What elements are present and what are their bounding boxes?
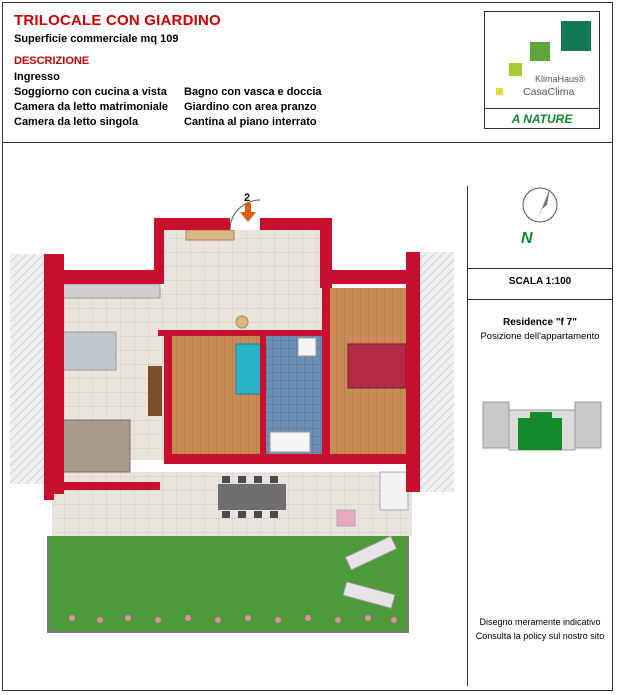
logo-klimahaus-text: KlimaHaus® bbox=[535, 74, 586, 84]
side-divider-1 bbox=[468, 268, 612, 269]
outdoor-armchair bbox=[337, 510, 355, 526]
dining-table bbox=[218, 484, 286, 510]
description-item: Giardino con area pranzo bbox=[184, 101, 317, 113]
entrance-floor bbox=[164, 230, 322, 330]
neighbour-wall-left bbox=[10, 254, 44, 484]
description-item: Camera da letto matrimoniale bbox=[14, 101, 169, 113]
compass-needle bbox=[537, 188, 550, 221]
description-item: Camera da letto singola bbox=[14, 116, 139, 128]
casaclima-logo bbox=[484, 11, 600, 129]
tv-cabinet bbox=[148, 366, 162, 416]
entrance-table bbox=[236, 316, 248, 328]
building-block-left bbox=[483, 402, 509, 448]
description-item: Ingresso bbox=[14, 71, 60, 83]
scale-label: SCALA 1:100 bbox=[508, 276, 572, 287]
compass-north-label: N bbox=[521, 230, 533, 247]
neighbour-wall-right bbox=[420, 252, 454, 492]
description-item: Soggiorno con cucina a vista bbox=[14, 86, 167, 98]
apartment-highlight bbox=[518, 418, 562, 450]
position-label: Posizione dell'appartamento bbox=[480, 331, 600, 342]
side-panel-divider bbox=[467, 186, 468, 686]
logo-square-dark bbox=[561, 21, 591, 51]
entrance-cabinet bbox=[186, 230, 234, 240]
logo-square-yellow bbox=[496, 88, 503, 95]
logo-divider bbox=[485, 108, 599, 109]
entrance-number: 2 bbox=[244, 192, 251, 204]
page-title: TRILOCALE CON GIARDINO bbox=[14, 12, 221, 29]
logo-square-light bbox=[509, 63, 522, 76]
side-divider-2 bbox=[468, 299, 612, 300]
surface-area: Superficie commerciale mq 109 bbox=[14, 33, 179, 45]
header-divider bbox=[3, 142, 612, 143]
energy-class-label: A NATURE bbox=[511, 112, 573, 126]
building-block-right bbox=[575, 402, 601, 448]
disclaimer-line-1: Disegno meramente indicativo bbox=[479, 617, 601, 627]
disclaimer-line-2: Consulta la policy sul nostro sito bbox=[475, 631, 605, 641]
kitchen-counter bbox=[56, 284, 160, 298]
bathtub bbox=[270, 432, 310, 452]
sofa bbox=[56, 420, 130, 472]
description-item: Cantina al piano interrato bbox=[184, 116, 317, 128]
logo-casaclima-text: CasaClima bbox=[523, 86, 575, 98]
outdoor-bench bbox=[380, 472, 408, 510]
kitchen-island bbox=[56, 332, 116, 370]
apartment-highlight-top bbox=[530, 412, 552, 422]
logo-square-mid bbox=[530, 42, 550, 61]
floor-plan bbox=[8, 196, 460, 644]
shower bbox=[298, 338, 316, 356]
compass-icon bbox=[515, 185, 575, 247]
residence-label: Residence "f 7" bbox=[503, 317, 577, 328]
description-item: Bagno con vasca e doccia bbox=[184, 86, 322, 98]
description-heading: DESCRIZIONE bbox=[14, 55, 90, 67]
entrance-arrow-icon bbox=[240, 203, 256, 223]
double-bed bbox=[348, 344, 406, 388]
building-position-map bbox=[482, 398, 602, 456]
